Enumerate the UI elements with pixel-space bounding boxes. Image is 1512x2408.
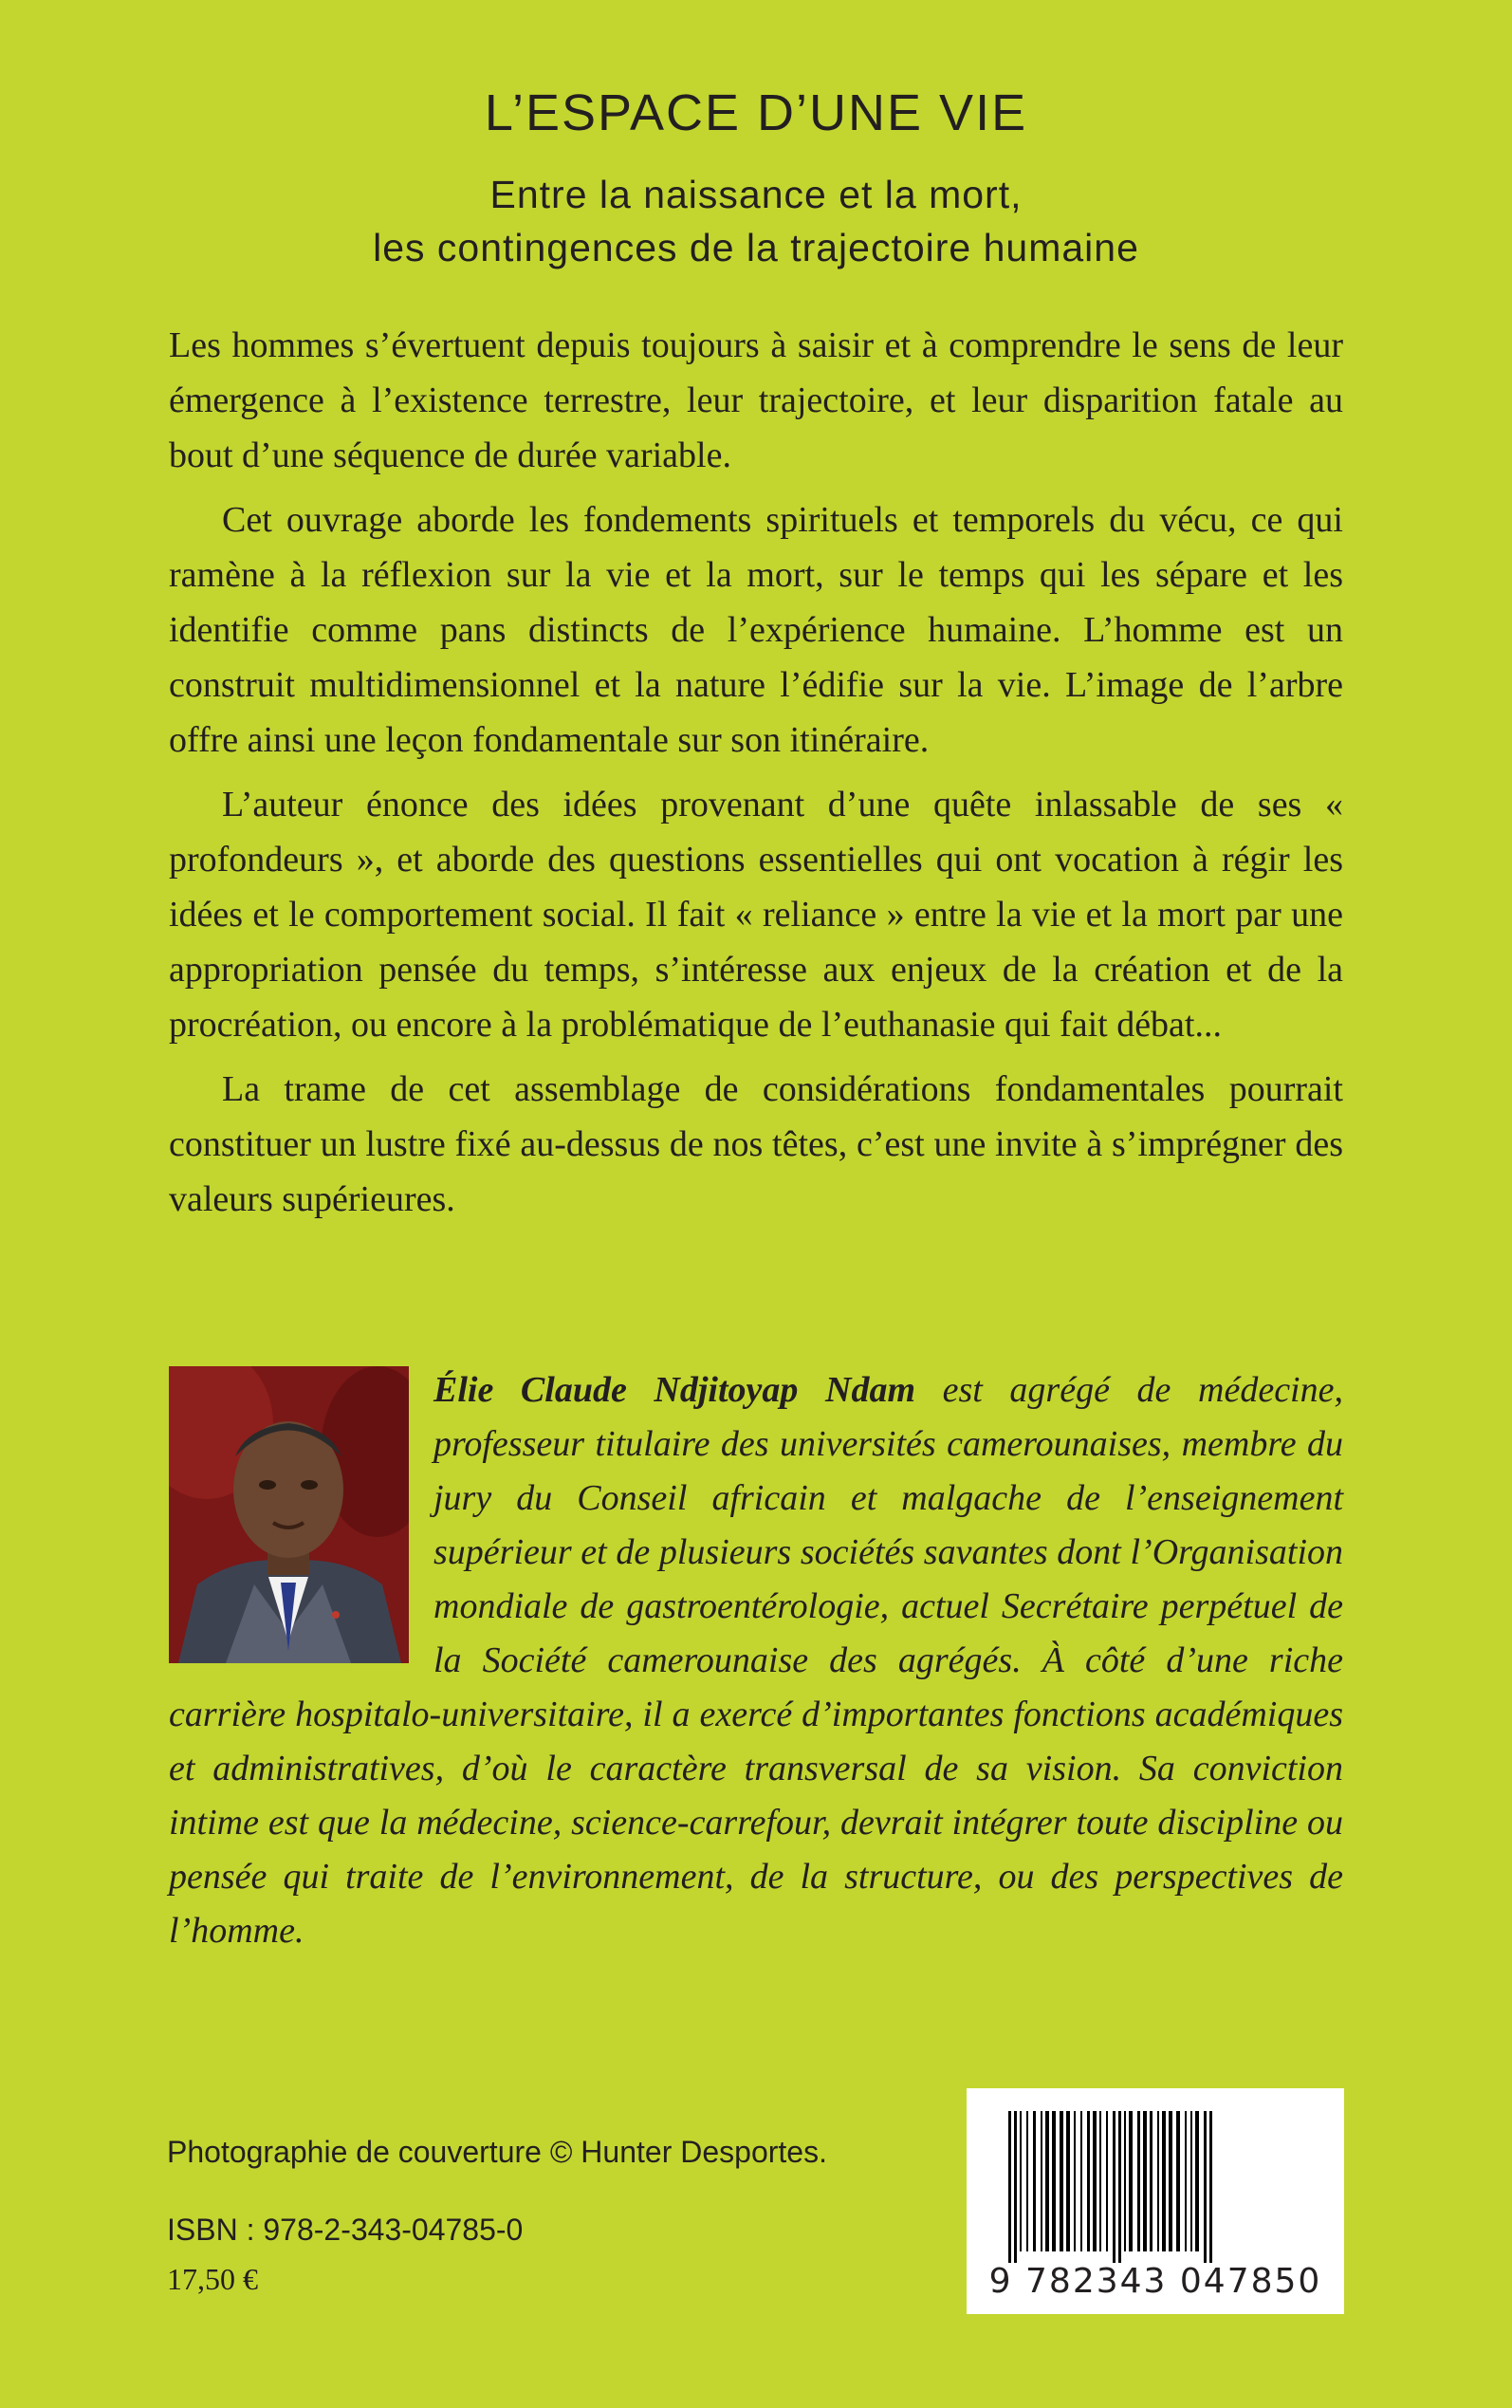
author-name: Élie Claude Ndjitoyap Ndam: [433, 1370, 916, 1410]
barcode-bar: [1190, 2111, 1192, 2251]
barcode-bar: [1041, 2111, 1042, 2251]
author-bio-text: est agrégé de médecine, professeur titulaire des universités camerounaises, membre du jury du Conseil africain et malgache de l’enseignement supérieur et de plusieurs sociétés savantes dont l’Organisation mondiale de gastroentérologie, actuel Secrétaire perpétuel de la Société camerounaise des agrégés. À côté d’une riche carrière hospitalo-universitaire, il a exercé d’importantes fonctions académiques et administratives, d’où le caractère transversal de sa vision. Sa conviction intime est que la médecine, science-carrefour, devrait intégrer toute discipline ou pensée qui traite de l’environnement, de la structure, ou des perspectives de l’homme.: [169, 1370, 1343, 1951]
barcode-bar: [1157, 2111, 1159, 2251]
barcode-bar: [1066, 2111, 1070, 2251]
summary-paragraph: L’auteur énonce des idées provenant d’une quête inlassable de ses « profondeurs », et aborde des questions essentielles qui ont vocation à régir les idées et le comportement social. Il fait « reliance » entre la vie et la mort par une appropriation pensée du temps, s’intéresse aux enjeux de la création et de la procréation, ou encore à la problématique de l’euthanasie qui fait débat...: [169, 785, 1343, 1045]
barcode-bar: [1060, 2111, 1063, 2251]
barcode-bar: [1026, 2111, 1028, 2251]
photo-credit: Photographie de couverture © Hunter Desportes.: [167, 2135, 827, 2169]
barcode-bar: [1045, 2111, 1049, 2251]
barcode-bar: [1150, 2111, 1152, 2251]
barcode-bar: [1185, 2111, 1187, 2251]
barcode-bar: [1162, 2111, 1166, 2251]
barcode-bar: [1209, 2111, 1212, 2263]
barcode-bar: [1137, 2111, 1140, 2251]
barcode-bar: [1118, 2111, 1121, 2263]
summary-paragraph: Les hommes s’évertuent depuis toujours à saisir et à comprendre le sens de leur émergence à l’existence terrestre, leur trajectoire, et leur disparition fatale au bout d’une séquence de durée variable.: [169, 325, 1343, 475]
barcode-bar: [1176, 2111, 1180, 2251]
barcode-bar: [1113, 2111, 1116, 2263]
barcode: [967, 2088, 1344, 2314]
barcode-bar: [1195, 2111, 1199, 2251]
book-title: L’ESPACE D’UNE VIE: [484, 84, 1028, 141]
barcode-bar: [1106, 2111, 1108, 2251]
barcode-bar: [1093, 2111, 1097, 2251]
summary-paragraph: Cet ouvrage aborde les fondements spirituels et temporels du vécu, ce qui ramène à la réflexion sur la vie et la mort, sur le temps qui les sépare et les identifie comme pans distincts de l’expérience humaine. L’homme est un construit multidimensionnel et la nature l’édifie sur la vie. L’image de l’arbre offre ainsi une leçon fondamentale sur son itinéraire.: [169, 500, 1343, 760]
barcode-bars: [1005, 2111, 1306, 2263]
book-subtitle-line-1: Entre la naissance et la mort,: [489, 173, 1023, 216]
barcode-bar: [1143, 2111, 1147, 2251]
barcode-bar: [1008, 2111, 1011, 2263]
barcode-bar: [1099, 2111, 1101, 2251]
author-biography: [169, 1363, 1343, 1958]
isbn: ISBN : 978-2-343-04785-0: [167, 2213, 524, 2247]
barcode-bar: [1074, 2111, 1076, 2251]
barcode-number: 9 782343 047850: [988, 2262, 1322, 2301]
barcode-bar: [1014, 2111, 1017, 2263]
barcode-bar: [1129, 2111, 1133, 2251]
barcode-bar: [1033, 2111, 1036, 2251]
summary-paragraph: La trame de cet assemblage de considérations fondamentales pourrait constituer un lustre fixé au-dessus de nos têtes, c’est une invite à s’imprégner des valeurs supérieures.: [169, 1069, 1343, 1219]
barcode-bar: [1124, 2111, 1126, 2251]
author-photo: [169, 1366, 409, 1663]
barcode-bar: [1087, 2111, 1090, 2251]
book-subtitle-line-2: les contingences de la trajectoire humaine: [373, 226, 1139, 269]
price: 17,50 €: [167, 2262, 258, 2296]
barcode-bar: [1052, 2111, 1056, 2251]
barcode-bar: [1204, 2111, 1207, 2263]
back-cover-summary: [169, 318, 1343, 1236]
barcode-bar: [1020, 2111, 1022, 2251]
barcode-bar: [1169, 2111, 1172, 2251]
barcode-bar: [1080, 2111, 1082, 2251]
